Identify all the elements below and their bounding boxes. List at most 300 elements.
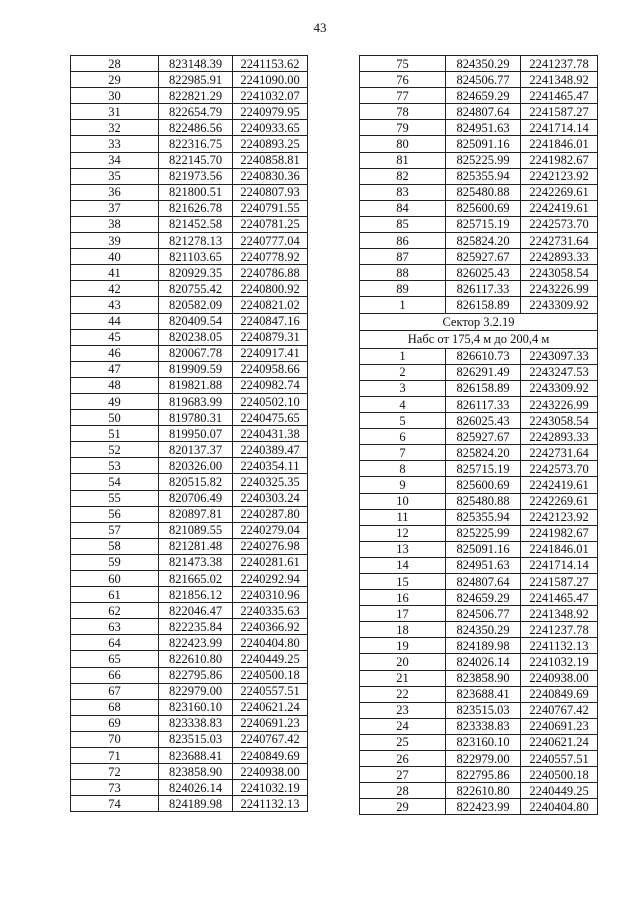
x-coordinate-cell: 822654.79 — [159, 104, 233, 120]
table-row — [360, 783, 598, 799]
x-coordinate-cell: 820582.09 — [159, 297, 233, 313]
x-coordinate-cell: 821973.56 — [159, 168, 233, 184]
x-coordinate-cell: 822235.84 — [159, 619, 233, 635]
table-row — [360, 541, 598, 557]
table-row — [360, 493, 598, 509]
y-coordinate-cell: 2240366.92 — [233, 619, 308, 635]
table-row — [71, 377, 308, 393]
table-row — [71, 329, 308, 345]
table-row — [71, 715, 308, 731]
x-coordinate-cell: 826117.33 — [446, 281, 521, 297]
y-coordinate-cell: 2241348.92 — [521, 72, 598, 88]
table-row — [360, 281, 598, 297]
point-number-cell: 55 — [71, 490, 159, 506]
x-coordinate-cell: 824026.14 — [446, 654, 521, 670]
x-coordinate-cell: 825927.67 — [446, 429, 521, 445]
x-coordinate-cell: 820326.00 — [159, 458, 233, 474]
point-number-cell: 48 — [71, 377, 159, 393]
y-coordinate-cell: 2240281.61 — [233, 554, 308, 570]
x-coordinate-cell: 826158.89 — [446, 297, 521, 313]
y-coordinate-cell: 2240777.04 — [233, 233, 308, 249]
table-row — [71, 651, 308, 667]
x-coordinate-cell: 822423.99 — [159, 635, 233, 651]
y-coordinate-cell: 2241982.67 — [521, 152, 598, 168]
table-row — [360, 429, 598, 445]
point-number-cell: 62 — [71, 603, 159, 619]
point-number-cell: 2 — [360, 364, 446, 380]
y-coordinate-cell: 2241032.07 — [233, 88, 308, 104]
point-number-cell: 42 — [71, 281, 159, 297]
point-number-cell: 12 — [360, 525, 446, 541]
x-coordinate-cell: 825355.94 — [446, 509, 521, 525]
y-coordinate-cell: 2240449.25 — [521, 783, 598, 799]
point-number-cell: 87 — [360, 249, 446, 265]
point-number-cell: 65 — [71, 651, 159, 667]
x-coordinate-cell: 821281.48 — [159, 538, 233, 554]
coordinates-table-right — [359, 55, 598, 815]
x-coordinate-cell: 821800.51 — [159, 184, 233, 200]
y-coordinate-cell: 2240917.41 — [233, 345, 308, 361]
table-row — [71, 490, 308, 506]
point-number-cell: 74 — [71, 796, 159, 812]
x-coordinate-cell: 824807.64 — [446, 574, 521, 590]
y-coordinate-cell: 2242573.70 — [521, 216, 598, 232]
table-row — [71, 780, 308, 796]
sector-subtitle-row — [360, 331, 598, 349]
table-row — [71, 731, 308, 747]
table-row — [71, 168, 308, 184]
x-coordinate-cell: 822610.80 — [159, 651, 233, 667]
table-row — [360, 72, 598, 88]
table-row — [71, 297, 308, 313]
x-coordinate-cell: 824659.29 — [446, 88, 521, 104]
y-coordinate-cell: 2240879.31 — [233, 329, 308, 345]
y-coordinate-cell: 2240389.47 — [233, 442, 308, 458]
point-number-cell: 27 — [360, 767, 446, 783]
table-row — [71, 442, 308, 458]
point-number-cell: 71 — [71, 748, 159, 764]
y-coordinate-cell: 2243058.54 — [521, 265, 598, 281]
x-coordinate-cell: 820929.35 — [159, 265, 233, 281]
x-coordinate-cell: 825927.67 — [446, 249, 521, 265]
page-number: 43 — [313, 20, 327, 35]
y-coordinate-cell: 2242419.61 — [521, 477, 598, 493]
table-row — [360, 606, 598, 622]
point-number-cell: 44 — [71, 313, 159, 329]
table-row — [71, 554, 308, 570]
y-coordinate-cell: 2240849.69 — [521, 686, 598, 702]
point-number-cell: 15 — [360, 574, 446, 590]
x-coordinate-cell: 824026.14 — [159, 780, 233, 796]
point-number-cell: 30 — [71, 88, 159, 104]
point-number-cell: 14 — [360, 557, 446, 573]
point-number-cell: 43 — [71, 297, 159, 313]
y-coordinate-cell: 2243247.53 — [521, 364, 598, 380]
y-coordinate-cell: 2240475.65 — [233, 410, 308, 426]
table-row — [360, 718, 598, 734]
point-number-cell: 66 — [71, 667, 159, 683]
table-row — [71, 361, 308, 377]
y-coordinate-cell: 2242731.64 — [521, 233, 598, 249]
y-coordinate-cell: 2241846.01 — [521, 136, 598, 152]
table-row — [360, 461, 598, 477]
point-number-cell: 37 — [71, 200, 159, 216]
y-coordinate-cell: 2240958.66 — [233, 361, 308, 377]
y-coordinate-cell: 2240778.92 — [233, 249, 308, 265]
point-number-cell: 61 — [71, 587, 159, 603]
y-coordinate-cell: 2240800.92 — [233, 281, 308, 297]
y-coordinate-cell: 2240786.88 — [233, 265, 308, 281]
table-row — [360, 233, 598, 249]
y-coordinate-cell: 2240449.25 — [233, 651, 308, 667]
x-coordinate-cell: 826610.73 — [446, 348, 521, 364]
table-row — [360, 702, 598, 718]
point-number-cell: 11 — [360, 509, 446, 525]
table-row — [360, 574, 598, 590]
x-coordinate-cell: 822423.99 — [446, 799, 521, 815]
point-number-cell: 70 — [71, 731, 159, 747]
point-number-cell: 76 — [360, 72, 446, 88]
y-coordinate-cell: 2241587.27 — [521, 104, 598, 120]
point-number-cell: 54 — [71, 474, 159, 490]
point-number-cell: 3 — [360, 380, 446, 396]
table-row — [71, 56, 308, 72]
x-coordinate-cell: 822795.86 — [446, 767, 521, 783]
point-number-cell: 16 — [360, 590, 446, 606]
y-coordinate-cell: 2242123.92 — [521, 168, 598, 184]
table-row — [71, 683, 308, 699]
table-row — [71, 796, 308, 812]
y-coordinate-cell: 2241032.19 — [521, 654, 598, 670]
table-row — [71, 136, 308, 152]
point-number-cell: 75 — [360, 56, 446, 72]
table-row — [71, 619, 308, 635]
x-coordinate-cell: 824506.77 — [446, 72, 521, 88]
y-coordinate-cell: 2240404.80 — [521, 799, 598, 815]
sector-title-row — [360, 313, 598, 331]
x-coordinate-cell: 820515.82 — [159, 474, 233, 490]
table-row — [71, 104, 308, 120]
point-number-cell: 31 — [71, 104, 159, 120]
y-coordinate-cell: 2242893.33 — [521, 429, 598, 445]
y-coordinate-cell: 2243226.99 — [521, 281, 598, 297]
table-row — [360, 734, 598, 750]
table-row — [71, 120, 308, 136]
point-number-cell: 22 — [360, 686, 446, 702]
table-row — [71, 249, 308, 265]
point-number-cell: 6 — [360, 429, 446, 445]
point-number-cell: 13 — [360, 541, 446, 557]
table-row — [360, 104, 598, 120]
y-coordinate-cell: 2241090.00 — [233, 72, 308, 88]
x-coordinate-cell: 823148.39 — [159, 56, 233, 72]
x-coordinate-cell: 824189.98 — [446, 638, 521, 654]
x-coordinate-cell: 823338.83 — [159, 715, 233, 731]
x-coordinate-cell: 825824.20 — [446, 445, 521, 461]
coordinates-table-left — [70, 55, 308, 812]
point-number-cell: 41 — [71, 265, 159, 281]
x-coordinate-cell: 824350.29 — [446, 622, 521, 638]
y-coordinate-cell: 2240938.00 — [233, 764, 308, 780]
point-number-cell: 56 — [71, 506, 159, 522]
table-row — [360, 364, 598, 380]
table-row — [360, 557, 598, 573]
x-coordinate-cell: 820706.49 — [159, 490, 233, 506]
point-number-cell: 38 — [71, 216, 159, 232]
sector-subtitle: Набс от 175,4 м до 200,4 м — [360, 331, 598, 349]
y-coordinate-cell: 2240404.80 — [233, 635, 308, 651]
point-number-cell: 40 — [71, 249, 159, 265]
table-row — [71, 233, 308, 249]
y-coordinate-cell: 2240621.24 — [233, 699, 308, 715]
table-row — [360, 751, 598, 767]
y-coordinate-cell: 2240325.35 — [233, 474, 308, 490]
y-coordinate-cell: 2240849.69 — [233, 748, 308, 764]
y-coordinate-cell: 2240791.55 — [233, 200, 308, 216]
y-coordinate-cell: 2241846.01 — [521, 541, 598, 557]
sector-title: Сектор 3.2.19 — [360, 313, 598, 331]
x-coordinate-cell: 824659.29 — [446, 590, 521, 606]
point-number-cell: 34 — [71, 152, 159, 168]
y-coordinate-cell: 2241237.78 — [521, 622, 598, 638]
x-coordinate-cell: 825225.99 — [446, 152, 521, 168]
point-number-cell: 45 — [71, 329, 159, 345]
table-row — [71, 72, 308, 88]
y-coordinate-cell: 2243309.92 — [521, 297, 598, 313]
x-coordinate-cell: 825600.69 — [446, 200, 521, 216]
y-coordinate-cell: 2240276.98 — [233, 538, 308, 554]
x-coordinate-cell: 822985.91 — [159, 72, 233, 88]
table-row — [71, 538, 308, 554]
x-coordinate-cell: 823858.90 — [446, 670, 521, 686]
x-coordinate-cell: 825480.88 — [446, 493, 521, 509]
x-coordinate-cell: 820067.78 — [159, 345, 233, 361]
y-coordinate-cell: 2240287.80 — [233, 506, 308, 522]
point-number-cell: 83 — [360, 184, 446, 200]
y-coordinate-cell: 2243058.54 — [521, 413, 598, 429]
x-coordinate-cell: 819950.07 — [159, 426, 233, 442]
point-number-cell: 81 — [360, 152, 446, 168]
table-row — [71, 603, 308, 619]
y-coordinate-cell: 2240500.18 — [521, 767, 598, 783]
table-row — [360, 799, 598, 815]
table-row — [360, 767, 598, 783]
x-coordinate-cell: 821452.58 — [159, 216, 233, 232]
y-coordinate-cell: 2242893.33 — [521, 249, 598, 265]
y-coordinate-cell: 2240502.10 — [233, 393, 308, 409]
table-row — [71, 764, 308, 780]
y-coordinate-cell: 2240807.93 — [233, 184, 308, 200]
table-row — [360, 590, 598, 606]
point-number-cell: 58 — [71, 538, 159, 554]
point-number-cell: 64 — [71, 635, 159, 651]
x-coordinate-cell: 825715.19 — [446, 461, 521, 477]
x-coordinate-cell: 826025.43 — [446, 413, 521, 429]
table-row — [71, 458, 308, 474]
point-number-cell: 24 — [360, 718, 446, 734]
y-coordinate-cell: 2240830.36 — [233, 168, 308, 184]
y-coordinate-cell: 2241465.47 — [521, 590, 598, 606]
table-row — [360, 686, 598, 702]
point-number-cell: 35 — [71, 168, 159, 184]
x-coordinate-cell: 821626.78 — [159, 200, 233, 216]
table-row — [71, 748, 308, 764]
point-number-cell: 51 — [71, 426, 159, 442]
table-row — [360, 168, 598, 184]
point-number-cell: 18 — [360, 622, 446, 638]
x-coordinate-cell: 822795.86 — [159, 667, 233, 683]
point-number-cell: 36 — [71, 184, 159, 200]
table-row — [360, 152, 598, 168]
table-row — [360, 477, 598, 493]
point-number-cell: 49 — [71, 393, 159, 409]
x-coordinate-cell: 820238.05 — [159, 329, 233, 345]
point-number-cell: 84 — [360, 200, 446, 216]
table-row — [360, 413, 598, 429]
point-number-cell: 67 — [71, 683, 159, 699]
x-coordinate-cell: 822046.47 — [159, 603, 233, 619]
y-coordinate-cell: 2241237.78 — [521, 56, 598, 72]
table-row — [71, 506, 308, 522]
point-number-cell: 47 — [71, 361, 159, 377]
point-number-cell: 19 — [360, 638, 446, 654]
point-number-cell: 28 — [360, 783, 446, 799]
x-coordinate-cell: 824350.29 — [446, 56, 521, 72]
point-number-cell: 88 — [360, 265, 446, 281]
y-coordinate-cell: 2242123.92 — [521, 509, 598, 525]
x-coordinate-cell: 824951.63 — [446, 120, 521, 136]
point-number-cell: 1 — [360, 297, 446, 313]
table-row — [71, 88, 308, 104]
y-coordinate-cell: 2240781.25 — [233, 216, 308, 232]
x-coordinate-cell: 819780.31 — [159, 410, 233, 426]
x-coordinate-cell: 821856.12 — [159, 587, 233, 603]
y-coordinate-cell: 2240933.65 — [233, 120, 308, 136]
table-row — [360, 249, 598, 265]
table-row — [360, 396, 598, 412]
y-coordinate-cell: 2240767.42 — [521, 702, 598, 718]
point-number-cell: 33 — [71, 136, 159, 152]
y-coordinate-cell: 2240979.95 — [233, 104, 308, 120]
point-number-cell: 29 — [360, 799, 446, 815]
y-coordinate-cell: 2240858.81 — [233, 152, 308, 168]
x-coordinate-cell: 825225.99 — [446, 525, 521, 541]
x-coordinate-cell: 821473.38 — [159, 554, 233, 570]
x-coordinate-cell: 826025.43 — [446, 265, 521, 281]
y-coordinate-cell: 2240354.11 — [233, 458, 308, 474]
x-coordinate-cell: 819821.88 — [159, 377, 233, 393]
y-coordinate-cell: 2242731.64 — [521, 445, 598, 461]
table-row — [360, 56, 598, 72]
point-number-cell: 78 — [360, 104, 446, 120]
y-coordinate-cell: 2240938.00 — [521, 670, 598, 686]
table-row — [71, 426, 308, 442]
point-number-cell: 21 — [360, 670, 446, 686]
y-coordinate-cell: 2240821.02 — [233, 297, 308, 313]
table-row — [360, 88, 598, 104]
table-row — [71, 345, 308, 361]
point-number-cell: 17 — [360, 606, 446, 622]
x-coordinate-cell: 825480.88 — [446, 184, 521, 200]
y-coordinate-cell: 2242269.61 — [521, 184, 598, 200]
x-coordinate-cell: 825091.16 — [446, 541, 521, 557]
table-row — [71, 410, 308, 426]
table-row — [360, 184, 598, 200]
x-coordinate-cell: 824951.63 — [446, 557, 521, 573]
table-row — [360, 622, 598, 638]
y-coordinate-cell: 2242573.70 — [521, 461, 598, 477]
x-coordinate-cell: 824807.64 — [446, 104, 521, 120]
point-number-cell: 20 — [360, 654, 446, 670]
x-coordinate-cell: 821089.55 — [159, 522, 233, 538]
y-coordinate-cell: 2240847.16 — [233, 313, 308, 329]
y-coordinate-cell: 2241465.47 — [521, 88, 598, 104]
point-number-cell: 10 — [360, 493, 446, 509]
y-coordinate-cell: 2240557.51 — [521, 751, 598, 767]
point-number-cell: 8 — [360, 461, 446, 477]
point-number-cell: 82 — [360, 168, 446, 184]
y-coordinate-cell: 2241714.14 — [521, 557, 598, 573]
point-number-cell: 28 — [71, 56, 159, 72]
table-row — [360, 638, 598, 654]
table-row — [71, 184, 308, 200]
y-coordinate-cell: 2243097.33 — [521, 348, 598, 364]
table-row — [360, 120, 598, 136]
point-number-cell: 5 — [360, 413, 446, 429]
x-coordinate-cell: 826291.49 — [446, 364, 521, 380]
table-row — [360, 216, 598, 232]
table-row — [71, 667, 308, 683]
y-coordinate-cell: 2241982.67 — [521, 525, 598, 541]
x-coordinate-cell: 820409.54 — [159, 313, 233, 329]
table-row — [360, 509, 598, 525]
table-row — [360, 348, 598, 364]
point-number-cell: 46 — [71, 345, 159, 361]
point-number-cell: 52 — [71, 442, 159, 458]
y-coordinate-cell: 2240691.23 — [521, 718, 598, 734]
point-number-cell: 89 — [360, 281, 446, 297]
x-coordinate-cell: 820137.37 — [159, 442, 233, 458]
table-row — [71, 699, 308, 715]
table-row — [360, 654, 598, 670]
point-number-cell: 32 — [71, 120, 159, 136]
table-row — [360, 380, 598, 396]
y-coordinate-cell: 2240335.63 — [233, 603, 308, 619]
y-coordinate-cell: 2240500.18 — [233, 667, 308, 683]
y-coordinate-cell: 2240292.94 — [233, 571, 308, 587]
table-row — [71, 393, 308, 409]
x-coordinate-cell: 825355.94 — [446, 168, 521, 184]
y-coordinate-cell: 2240691.23 — [233, 715, 308, 731]
table-row — [360, 445, 598, 461]
x-coordinate-cell: 826158.89 — [446, 380, 521, 396]
x-coordinate-cell: 822821.29 — [159, 88, 233, 104]
table-row — [71, 522, 308, 538]
y-coordinate-cell: 2242419.61 — [521, 200, 598, 216]
x-coordinate-cell: 822316.75 — [159, 136, 233, 152]
point-number-cell: 4 — [360, 396, 446, 412]
point-number-cell: 60 — [71, 571, 159, 587]
table-row — [71, 152, 308, 168]
point-number-cell: 86 — [360, 233, 446, 249]
y-coordinate-cell: 2241587.27 — [521, 574, 598, 590]
y-coordinate-cell: 2241153.62 — [233, 56, 308, 72]
x-coordinate-cell: 826117.33 — [446, 396, 521, 412]
table-row — [360, 136, 598, 152]
y-coordinate-cell: 2240303.24 — [233, 490, 308, 506]
table-row — [71, 216, 308, 232]
y-coordinate-cell: 2242269.61 — [521, 493, 598, 509]
